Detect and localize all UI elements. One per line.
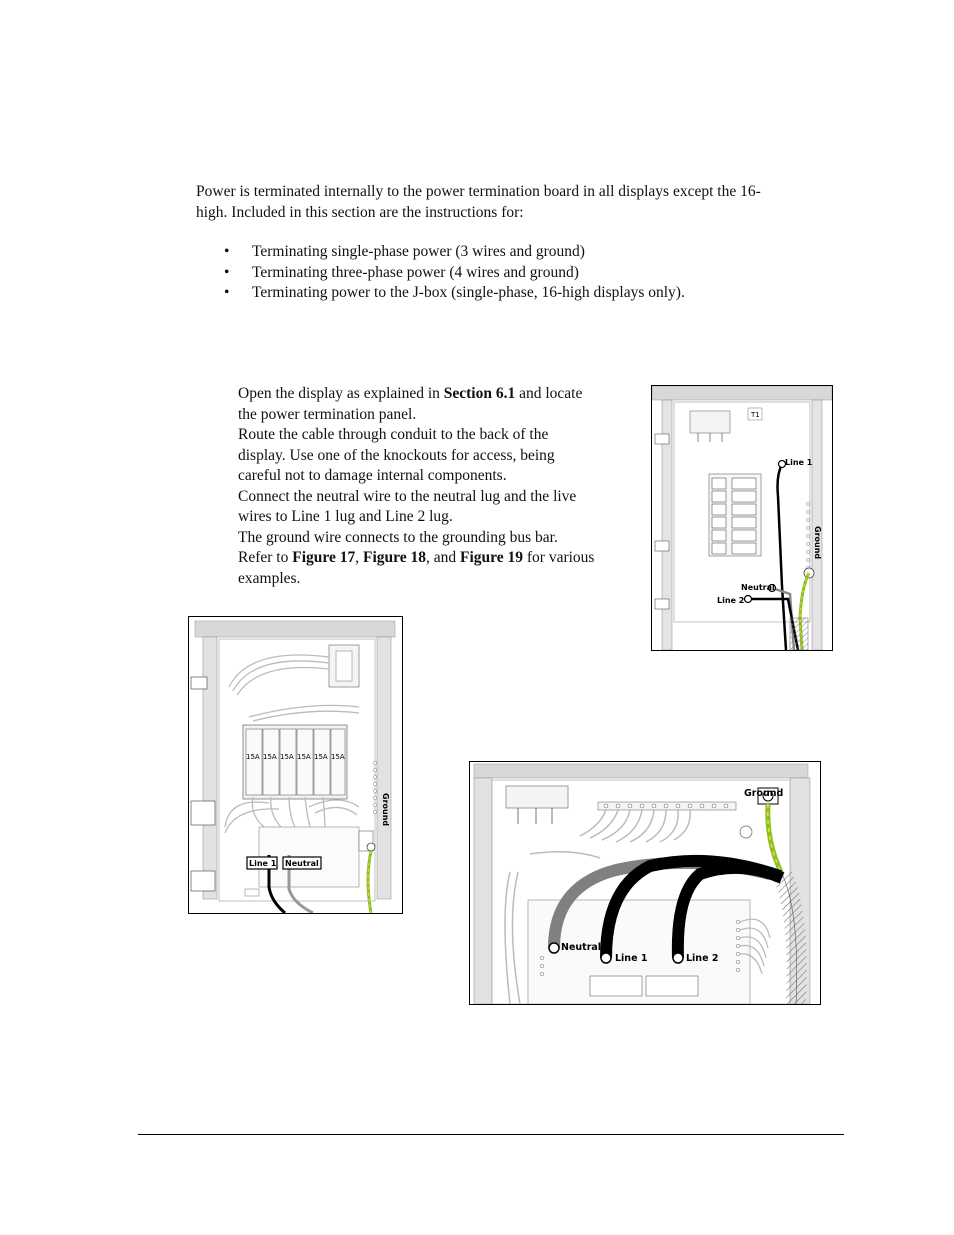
step-line: Route the cable through conduit to the back of the [238, 426, 549, 443]
ground-label: Ground [744, 788, 784, 799]
step-line: the power termination panel. [238, 405, 417, 423]
line1-label: Line 1 [615, 953, 648, 964]
intro-line-2: high. Included in this section are the instructions for: [196, 203, 524, 221]
footer-rule [138, 1134, 844, 1135]
transformer-tag: T1 [751, 411, 760, 419]
figure-reference: Figure 19 [460, 549, 523, 566]
step-line: examples. [238, 569, 301, 587]
neutral-label: Neutral [285, 859, 319, 868]
step-line [238, 384, 638, 405]
step-line: Connect the neutral wire to the neutral lug and the live [238, 487, 577, 505]
ground-label: Ground [813, 526, 822, 560]
ground-label: Ground [381, 793, 390, 827]
bullet-glyph: • [224, 284, 230, 301]
line2-label: Line 2 [717, 596, 745, 605]
bullet-list [196, 242, 816, 304]
step-line: careful not to damage internal components. [238, 467, 507, 484]
neutral-label: Neutral [561, 942, 602, 953]
line1-label: Line 1 [249, 859, 277, 868]
bullet-text: Terminating power to the J-box (single-phase, 16-high displays only). [252, 284, 685, 301]
step-text: , and [425, 549, 460, 566]
bullet-glyph: • [224, 243, 230, 260]
list-item [196, 242, 816, 263]
bullet-glyph: • [224, 263, 230, 281]
step-text: Open the display as explained in [238, 385, 444, 402]
step-text: and locate [515, 385, 583, 402]
step-text: for various [523, 549, 595, 566]
bullet-text: Terminating single-phase power (3 wires and ground) [252, 243, 585, 260]
breaker-rating: 15A [314, 753, 328, 761]
list-item [196, 283, 816, 304]
breaker-panel-drawing [189, 617, 402, 913]
figure-jbox-termination [469, 761, 821, 1005]
intro-line-1: Power is terminated internally to the power termination board in all displays except the 16- [196, 183, 761, 200]
figure-reference: Figure 18 [362, 549, 426, 566]
intro-paragraph [196, 182, 836, 223]
step-text: , [355, 549, 363, 566]
figure-breaker-panel [188, 616, 403, 914]
panel-drawing [652, 386, 832, 650]
jbox-drawing [470, 762, 820, 1004]
breaker-rating: 15A [263, 753, 277, 761]
step-text: Refer to [238, 549, 293, 566]
line2-label: Line 2 [686, 953, 719, 964]
bullet-text: Terminating three-phase power (4 wires and ground) [252, 263, 579, 281]
section-reference: Section 6.1 [443, 385, 516, 402]
step-line: display. Use one of the knockouts for access, being [238, 446, 555, 464]
neutral-label: Neutral [741, 583, 775, 592]
breaker-rating: 15A [331, 753, 345, 761]
breaker-rating: 15A [280, 753, 294, 761]
figure-termination-panel-single-phase [651, 385, 833, 651]
list-item [196, 263, 816, 284]
figure-reference: Figure 17 [292, 549, 356, 566]
line1-label: Line 1 [785, 458, 813, 467]
breaker-rating: 15A [297, 753, 311, 761]
breaker-rating: 15A [246, 753, 260, 761]
step-line: The ground wire connects to the grounding bus bar. [238, 528, 558, 546]
step-line: wires to Line 1 lug and Line 2 lug. [238, 508, 453, 525]
step-line [238, 548, 638, 569]
instruction-steps [238, 384, 638, 589]
